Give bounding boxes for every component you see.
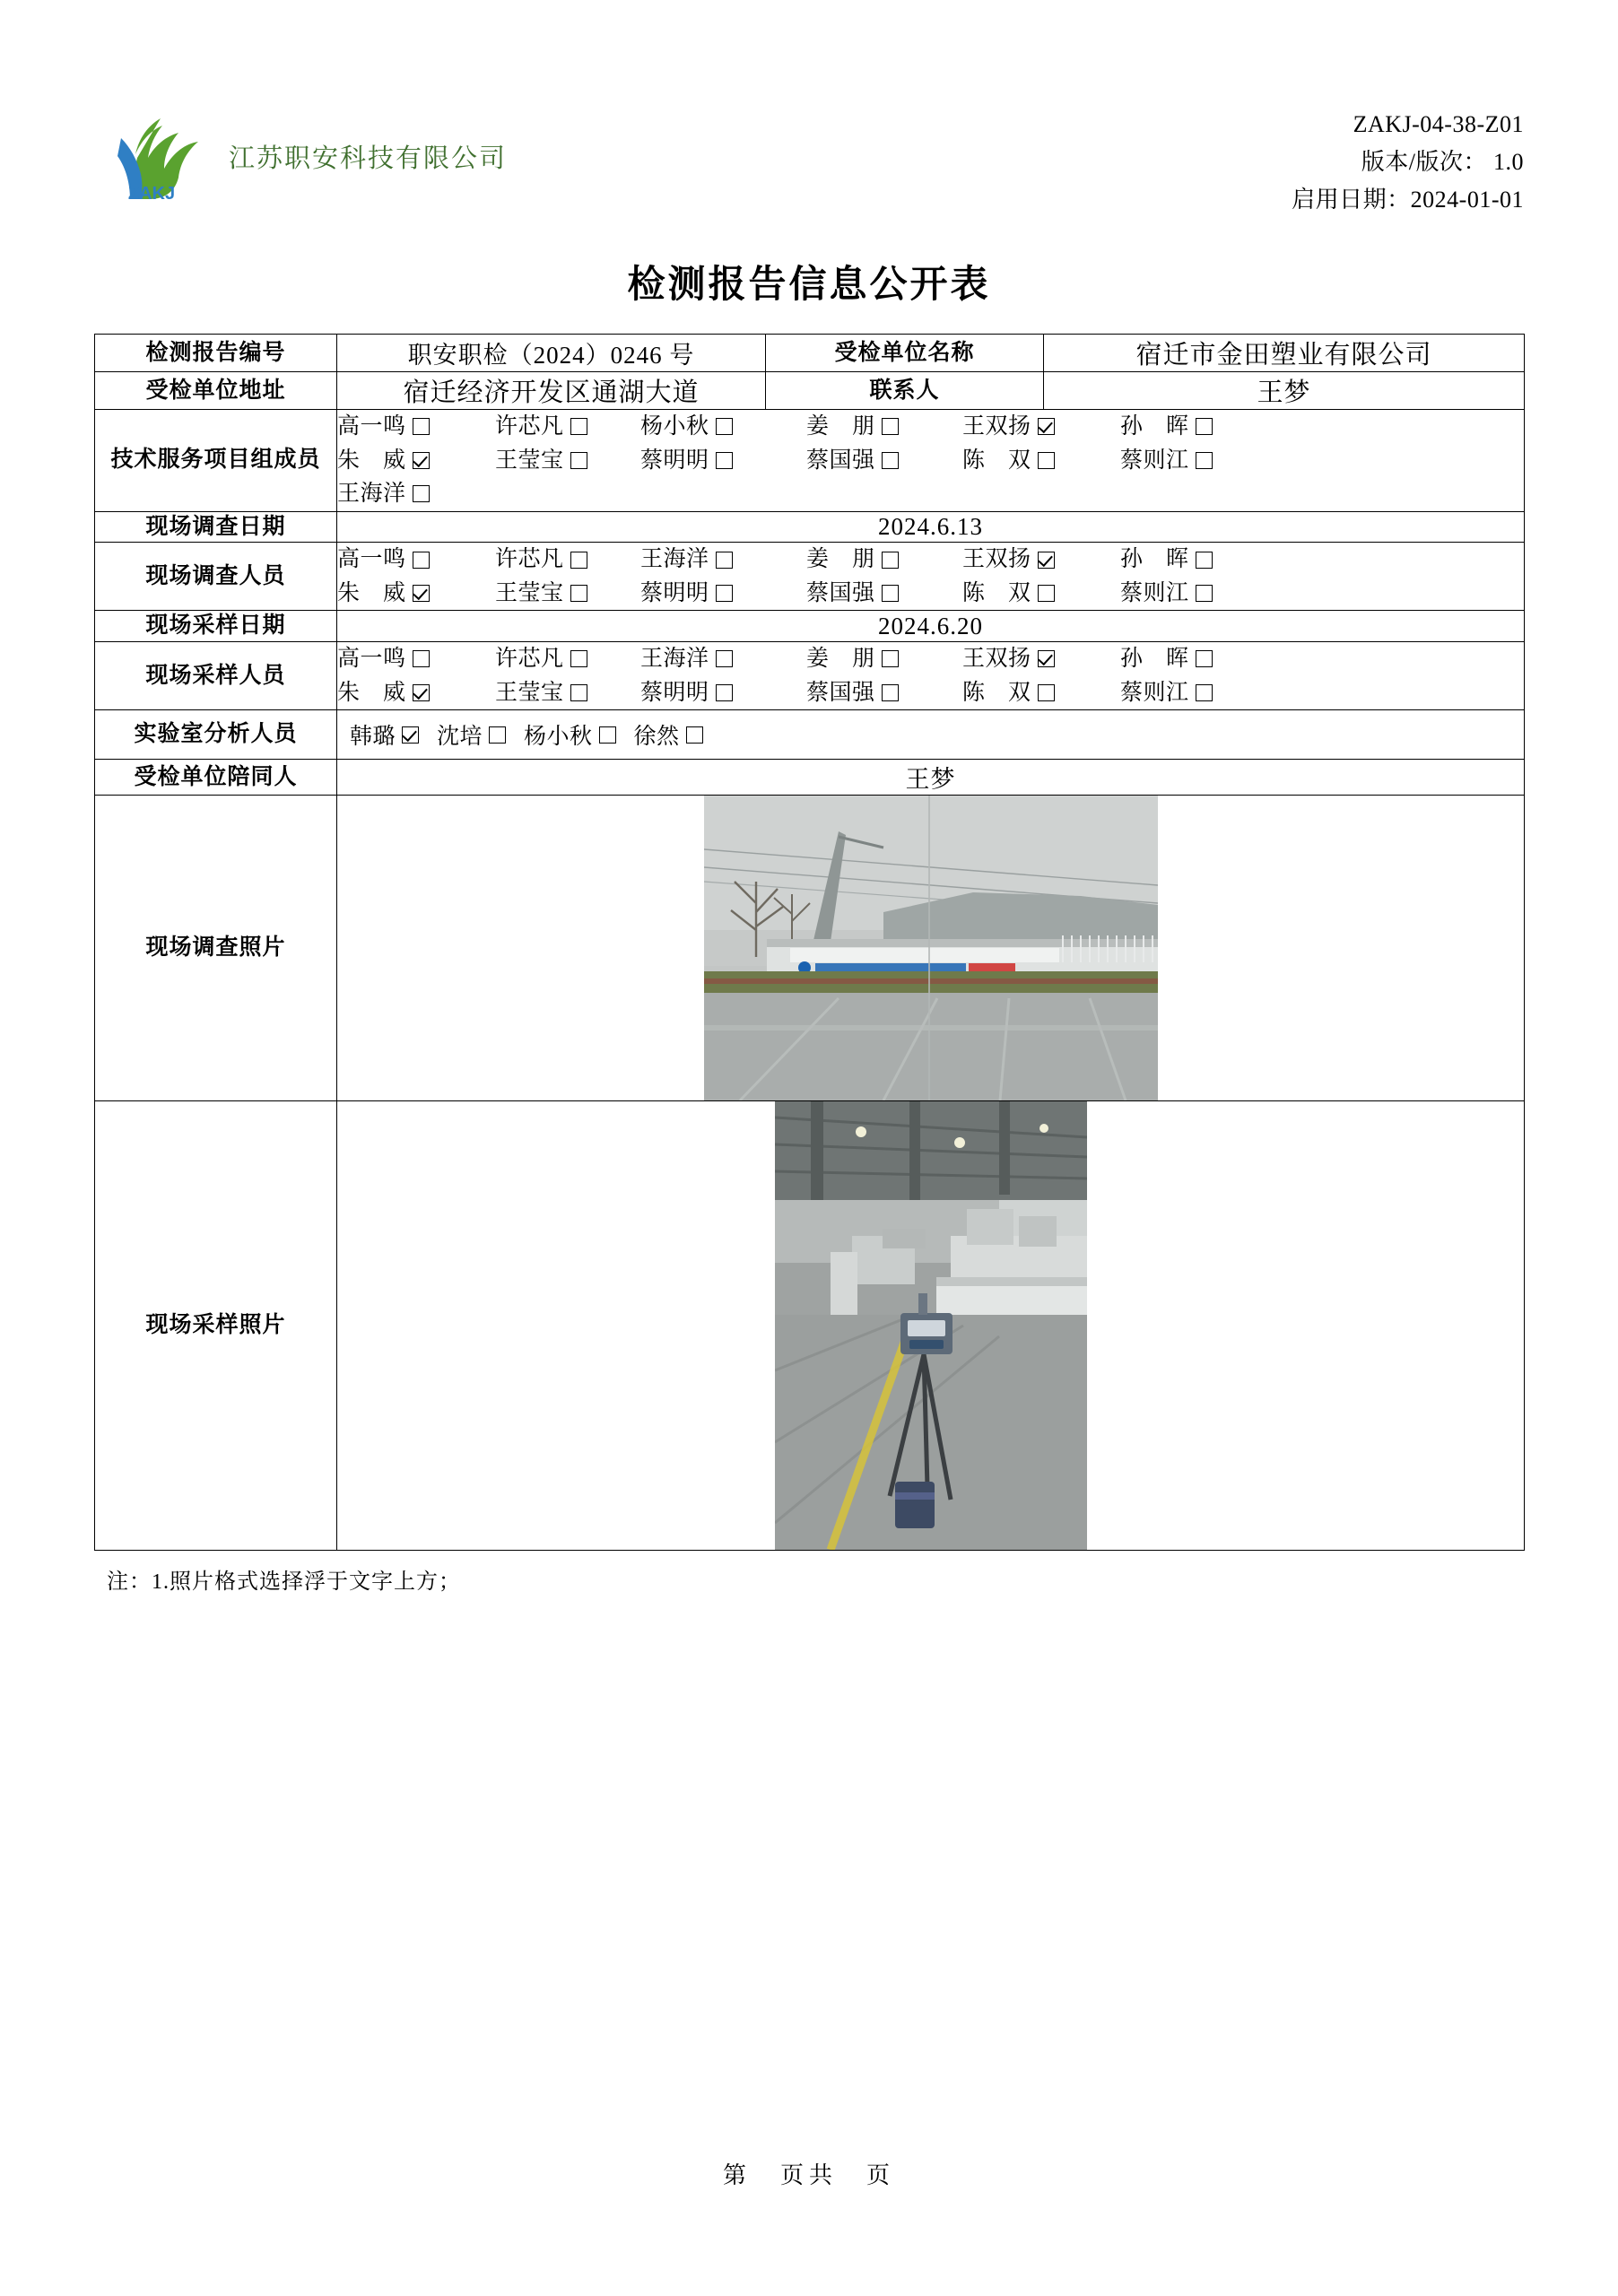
person-name: 沈培	[437, 725, 483, 749]
person-checkbox-item[interactable]	[1120, 543, 1273, 577]
escort-value: 王梦	[337, 760, 1525, 796]
unchecked-checkbox-icon[interactable]	[882, 585, 899, 602]
person-name: 高一鸣	[337, 414, 406, 439]
person-checkbox-item[interactable]	[337, 477, 495, 511]
person-name: 杨小秋	[524, 725, 593, 749]
person-checkbox-item[interactable]	[962, 676, 1120, 710]
person-checkbox-item[interactable]	[1120, 642, 1273, 676]
person-name: 蔡明明	[640, 580, 709, 605]
sampling-photo-cell	[337, 1101, 1525, 1551]
sampling-photo-image	[775, 1101, 1087, 1550]
person-checkbox-item[interactable]	[337, 543, 495, 577]
person-name: 孙 晖	[1120, 647, 1189, 671]
unchecked-checkbox-icon[interactable]	[599, 726, 616, 744]
report-info-table	[94, 334, 1525, 1551]
person-checkbox-item[interactable]	[337, 444, 495, 478]
person-name: 韩璐	[350, 725, 396, 749]
person-checkbox-item[interactable]	[806, 642, 962, 676]
table-row-survey-staff	[95, 543, 1525, 611]
person-name: 朱 威	[337, 580, 406, 605]
lab-staff-label: 实验室分析人员	[95, 710, 337, 760]
lab-person-checkbox-item[interactable]	[524, 718, 616, 751]
sampling-photo-label: 现场采样照片	[95, 1101, 337, 1551]
person-name: 王海洋	[640, 547, 709, 572]
sampling-staff-label: 现场采样人员	[95, 642, 337, 710]
person-name: 蔡则江	[1120, 448, 1189, 473]
table-row-report-no	[95, 335, 1525, 372]
person-checkbox-item[interactable]	[640, 676, 806, 710]
table-note: 注：1.照片格式选择浮于文字上方；	[107, 1570, 461, 1594]
client-name-label: 受检单位名称	[766, 335, 1044, 372]
person-name: 高一鸣	[337, 647, 406, 671]
person-name: 许芯凡	[495, 414, 564, 439]
unchecked-checkbox-icon[interactable]	[413, 418, 430, 435]
person-checkbox-item[interactable]	[337, 676, 495, 710]
report-no-value: 职安职检（2024）0246 号	[337, 335, 766, 372]
sampling-staff-group[interactable]	[337, 642, 1525, 710]
unchecked-checkbox-icon[interactable]	[716, 585, 733, 602]
person-name: 蔡明明	[640, 680, 709, 705]
effective-date: 启用日期：2024-01-01	[1292, 187, 1524, 213]
person-checkbox-item[interactable]	[1120, 577, 1273, 611]
page-footer: 第 页共 页	[722, 2162, 895, 2188]
person-name: 王海洋	[337, 482, 406, 506]
person-checkbox-item[interactable]	[1120, 444, 1273, 478]
lab-person-checkbox-item[interactable]	[350, 718, 419, 751]
team-members-group[interactable]	[337, 410, 1525, 512]
unchecked-checkbox-icon[interactable]	[1196, 585, 1213, 602]
person-checkbox-item[interactable]	[337, 577, 495, 611]
unchecked-checkbox-icon[interactable]	[1038, 452, 1055, 469]
person-checkbox-item[interactable]	[806, 543, 962, 577]
unchecked-checkbox-icon[interactable]	[1196, 452, 1213, 469]
checked-checkbox-icon[interactable]	[1038, 418, 1055, 435]
unchecked-checkbox-icon[interactable]	[570, 418, 587, 435]
table-row-survey-date	[95, 511, 1525, 543]
person-checkbox-item[interactable]	[640, 642, 806, 676]
unchecked-checkbox-icon[interactable]	[413, 485, 430, 502]
unchecked-checkbox-icon[interactable]	[570, 684, 587, 701]
unchecked-checkbox-icon[interactable]	[882, 684, 899, 701]
person-name: 王莹宝	[495, 680, 564, 705]
person-name: 王双扬	[962, 647, 1031, 671]
unchecked-checkbox-icon[interactable]	[716, 418, 733, 435]
person-name: 蔡则江	[1120, 580, 1189, 605]
person-name: 高一鸣	[337, 547, 406, 572]
person-name: 蔡则江	[1120, 680, 1189, 705]
sampling-date-label: 现场采样日期	[95, 611, 337, 642]
person-row	[337, 676, 1524, 710]
report-no-label: 检测报告编号	[95, 335, 337, 372]
header-meta	[1292, 106, 1524, 219]
table-row-survey-photo	[95, 796, 1525, 1101]
unchecked-checkbox-icon[interactable]	[716, 552, 733, 569]
lab-person-checkbox-item[interactable]	[634, 718, 703, 751]
person-row	[337, 444, 1524, 478]
person-checkbox-item[interactable]	[640, 543, 806, 577]
survey-photo-label: 现场调查照片	[95, 796, 337, 1101]
person-checkbox-item[interactable]	[640, 444, 806, 478]
company-name: 江苏职安科技有限公司	[229, 144, 508, 173]
page-title: 检测报告信息公开表	[627, 263, 991, 305]
client-addr-label: 受检单位地址	[95, 372, 337, 410]
unchecked-checkbox-icon[interactable]	[1196, 418, 1213, 435]
person-name: 孙 晖	[1120, 414, 1189, 439]
unchecked-checkbox-icon[interactable]	[882, 650, 899, 667]
person-name: 蔡明明	[640, 448, 709, 473]
person-name: 姜 朋	[806, 414, 875, 439]
unchecked-checkbox-icon[interactable]	[882, 552, 899, 569]
person-checkbox-item[interactable]	[962, 410, 1120, 444]
survey-date-label: 现场调查日期	[95, 511, 337, 543]
unchecked-checkbox-icon[interactable]	[1196, 552, 1213, 569]
person-checkbox-item[interactable]	[337, 642, 495, 676]
table-row-escort	[95, 760, 1525, 796]
person-checkbox-item[interactable]	[495, 642, 640, 676]
table-row-team	[95, 410, 1525, 512]
document-version: 版本/版次： 1.0	[1361, 149, 1524, 176]
survey-photo-image	[704, 796, 1158, 1100]
table-row-client-addr	[95, 372, 1525, 410]
lab-staff-group[interactable]	[337, 710, 1525, 760]
unchecked-checkbox-icon[interactable]	[570, 552, 587, 569]
unchecked-checkbox-icon[interactable]	[716, 684, 733, 701]
checked-checkbox-icon[interactable]	[1038, 552, 1055, 569]
header-brand	[94, 106, 507, 206]
unchecked-checkbox-icon[interactable]	[882, 452, 899, 469]
person-checkbox-item[interactable]	[495, 577, 640, 611]
checked-checkbox-icon[interactable]	[413, 452, 430, 469]
person-name: 朱 威	[337, 680, 406, 705]
person-row	[337, 410, 1524, 444]
contact-value: 王梦	[1044, 372, 1525, 410]
unchecked-checkbox-icon[interactable]	[1038, 684, 1055, 701]
svg-text:ZAKJ: ZAKJ	[127, 184, 176, 204]
person-checkbox-item[interactable]	[640, 577, 806, 611]
person-checkbox-item[interactable]	[495, 444, 640, 478]
contact-label: 联系人	[766, 372, 1044, 410]
team-label: 技术服务项目组成员	[95, 410, 337, 512]
person-row	[337, 577, 1524, 611]
survey-staff-group[interactable]	[337, 543, 1525, 611]
person-checkbox-item[interactable]	[962, 642, 1120, 676]
unchecked-checkbox-icon[interactable]	[882, 418, 899, 435]
escort-label: 受检单位陪同人	[95, 760, 337, 796]
person-checkbox-item[interactable]	[962, 577, 1120, 611]
unchecked-checkbox-icon[interactable]	[570, 452, 587, 469]
unchecked-checkbox-icon[interactable]	[1196, 650, 1213, 667]
person-row	[337, 477, 1524, 511]
survey-date-value: 2024.6.13	[337, 511, 1525, 543]
person-checkbox-item[interactable]	[1120, 410, 1273, 444]
table-row-sampling-date	[95, 611, 1525, 642]
table-row-sampling-staff	[95, 642, 1525, 710]
document-number: ZAKJ-04-38-Z01	[1353, 111, 1524, 137]
person-row	[337, 642, 1524, 676]
person-name: 蔡国强	[806, 580, 875, 605]
checked-checkbox-icon[interactable]	[413, 585, 430, 602]
person-checkbox-item[interactable]	[495, 543, 640, 577]
person-checkbox-item[interactable]	[1120, 676, 1273, 710]
person-checkbox-item[interactable]	[806, 444, 962, 478]
unchecked-checkbox-icon[interactable]	[570, 650, 587, 667]
person-name: 姜 朋	[806, 647, 875, 671]
unchecked-checkbox-icon[interactable]	[413, 552, 430, 569]
person-name: 杨小秋	[640, 414, 709, 439]
person-name: 姜 朋	[806, 547, 875, 572]
unchecked-checkbox-icon[interactable]	[686, 726, 703, 744]
person-checkbox-item[interactable]	[495, 410, 640, 444]
person-checkbox-item[interactable]	[495, 676, 640, 710]
lab-person-checkbox-item[interactable]	[437, 718, 506, 751]
client-name-value: 宿迁市金田塑业有限公司	[1044, 335, 1525, 372]
person-name: 王莹宝	[495, 448, 564, 473]
person-name: 陈 双	[962, 448, 1031, 473]
checked-checkbox-icon[interactable]	[402, 726, 419, 744]
unchecked-checkbox-icon[interactable]	[413, 650, 430, 667]
person-name: 陈 双	[962, 680, 1031, 705]
person-checkbox-item[interactable]	[806, 676, 962, 710]
unchecked-checkbox-icon[interactable]	[489, 726, 506, 744]
person-name: 王海洋	[640, 647, 709, 671]
person-name: 孙 晖	[1120, 547, 1189, 572]
page-header	[94, 0, 1524, 212]
person-checkbox-item[interactable]	[337, 410, 495, 444]
person-name: 许芯凡	[495, 647, 564, 671]
unchecked-checkbox-icon[interactable]	[716, 452, 733, 469]
survey-photo-cell	[337, 796, 1525, 1101]
unchecked-checkbox-icon[interactable]	[1196, 684, 1213, 701]
survey-staff-label: 现场调查人员	[95, 543, 337, 611]
person-name: 朱 威	[337, 448, 406, 473]
person-name: 蔡国强	[806, 680, 875, 705]
client-addr-value: 宿迁经济开发区通湖大道	[337, 372, 766, 410]
unchecked-checkbox-icon[interactable]	[716, 650, 733, 667]
person-checkbox-item[interactable]	[640, 410, 806, 444]
table-row-sampling-photo	[95, 1101, 1525, 1551]
person-name: 徐然	[633, 725, 680, 749]
person-name: 王双扬	[962, 547, 1031, 572]
person-name: 许芯凡	[495, 547, 564, 572]
person-checkbox-item[interactable]	[962, 444, 1120, 478]
person-checkbox-item[interactable]	[962, 543, 1120, 577]
person-name: 王莹宝	[495, 580, 564, 605]
person-name: 王双扬	[962, 414, 1031, 439]
checked-checkbox-icon[interactable]	[413, 684, 430, 701]
table-row-lab-staff	[95, 710, 1525, 760]
unchecked-checkbox-icon[interactable]	[570, 585, 587, 602]
person-checkbox-item[interactable]	[806, 577, 962, 611]
person-row	[337, 543, 1524, 577]
person-name: 陈 双	[962, 580, 1031, 605]
person-checkbox-item[interactable]	[806, 410, 962, 444]
checked-checkbox-icon[interactable]	[1038, 650, 1055, 667]
company-logo-icon	[94, 106, 209, 206]
person-name: 蔡国强	[806, 448, 875, 473]
sampling-date-value: 2024.6.20	[337, 611, 1525, 642]
unchecked-checkbox-icon[interactable]	[1038, 585, 1055, 602]
